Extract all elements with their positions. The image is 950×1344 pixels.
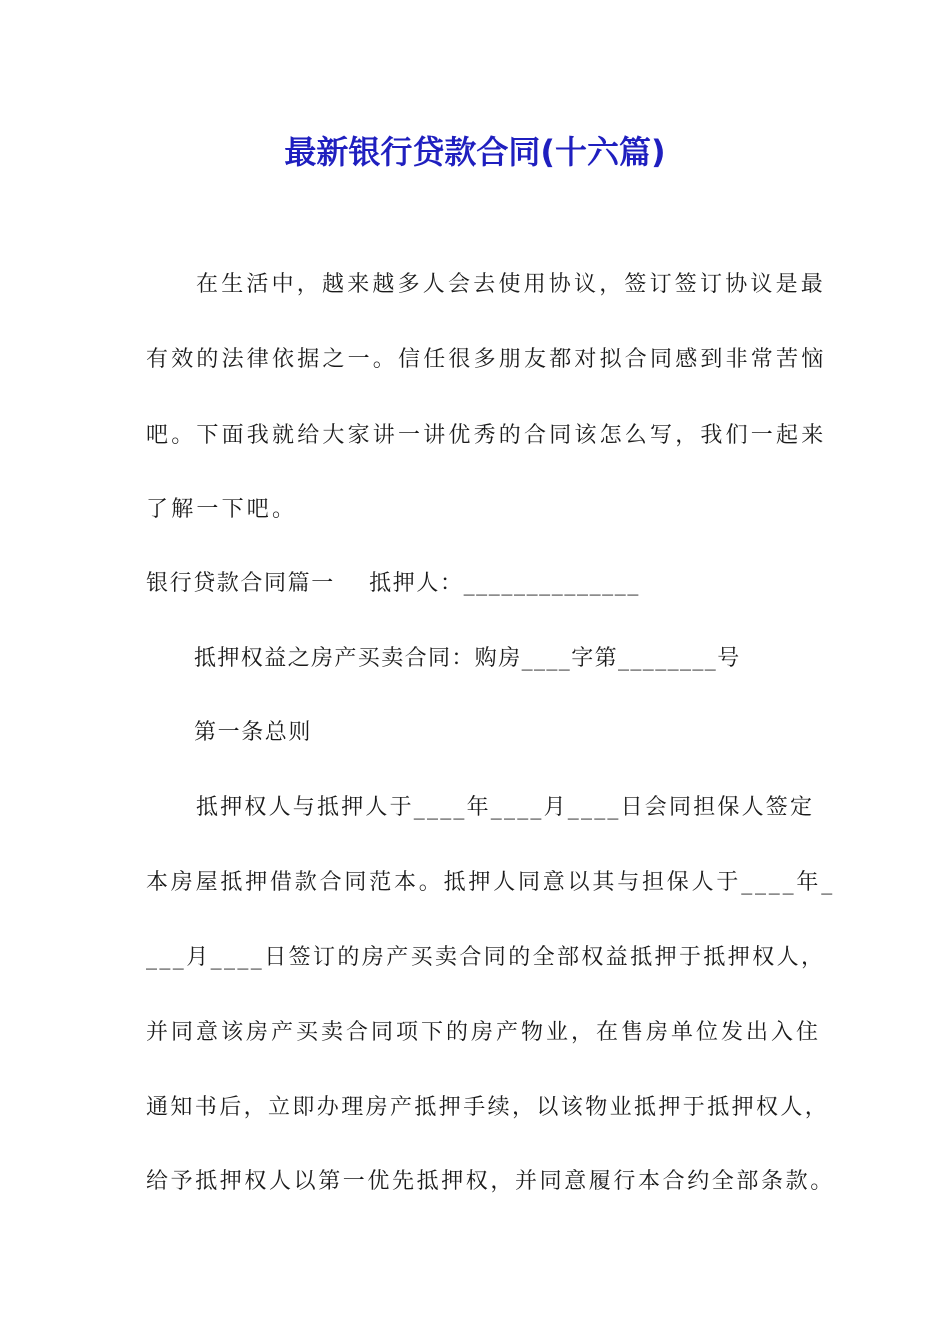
body-line: 在生活中，越来越多人会去使用协议，签订签订协议是最: [196, 272, 827, 297]
body-line: 抵押权人与抵押人于____年____月____日会同担保人签定: [196, 795, 815, 820]
body-line: 给予抵押权人以第一优先抵押权，并同意履行本合约全部条款。: [146, 1169, 835, 1194]
body-line: 抵押权益之房产买卖合同：购房____字第________号: [194, 646, 741, 671]
document-title: 最新银行贷款合同(十六篇): [284, 133, 666, 171]
body-line: 并同意该房产买卖合同项下的房产物业，在售房单位发出入住: [146, 1020, 822, 1045]
section-heading-line: 银行贷款合同篇一 抵押人：______________: [146, 571, 640, 596]
body-line: 本房屋抵押借款合同范本。抵押人同意以其与担保人于____年_: [146, 870, 836, 895]
body-line: 通知书后，立即办理房产抵押手续，以该物业抵押于抵押权人，: [146, 1095, 830, 1120]
body-line: ___月____日签订的房产买卖合同的全部权益抵押于抵押权人，: [146, 945, 826, 970]
body-line: 有效的法律依据之一。信任很多朋友都对拟合同感到非常苦恼: [146, 347, 827, 372]
body-line: 了解一下吧。: [146, 497, 298, 522]
body-line: 吧。下面我就给大家讲一讲优秀的合同该怎么写，我们一起来: [146, 423, 827, 448]
article-heading: 第一条总则: [194, 720, 313, 745]
